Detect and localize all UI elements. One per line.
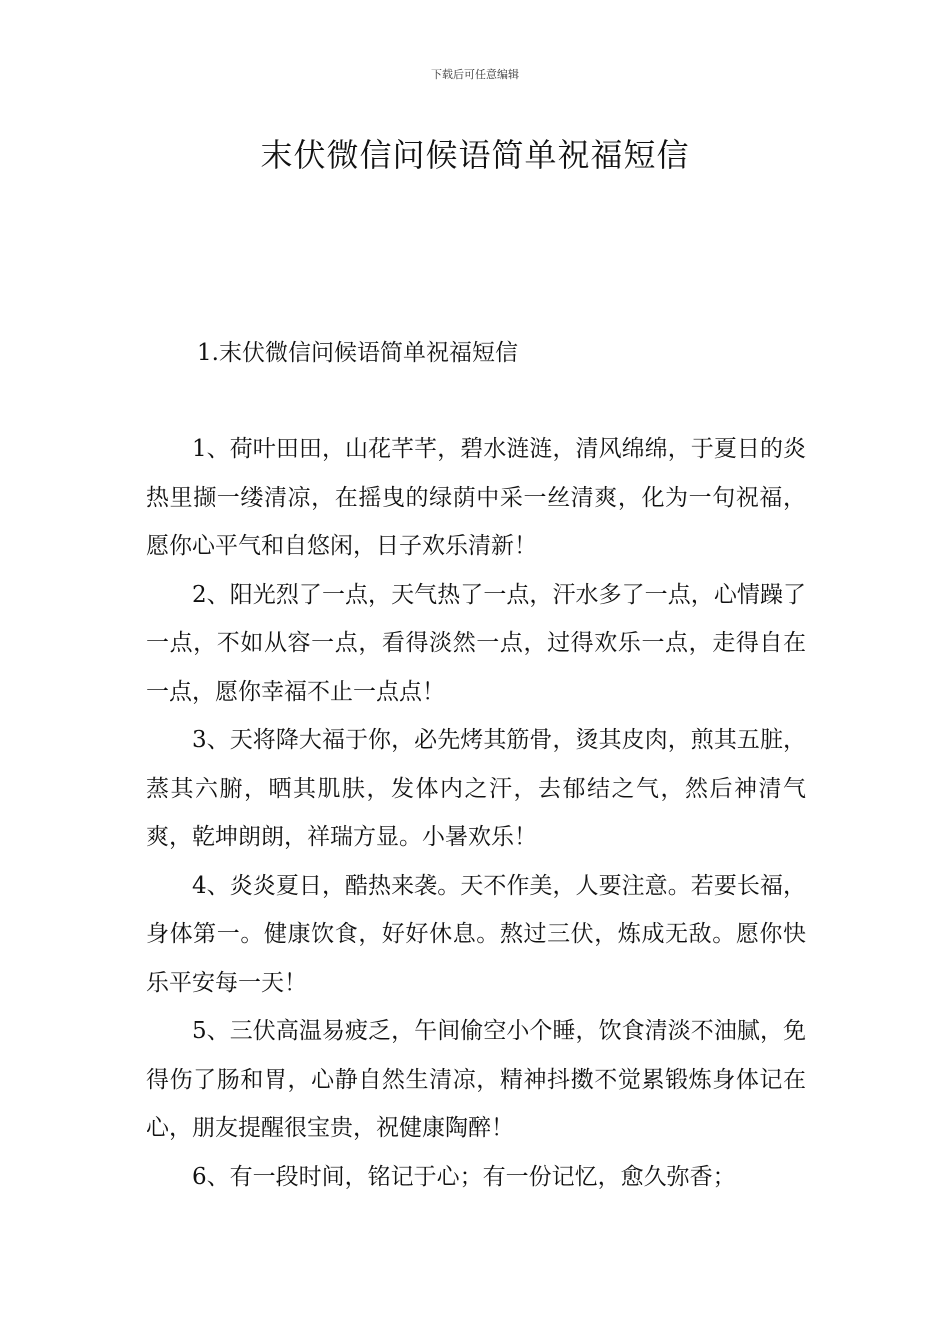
paragraph-2: 2、阳光烈了一点，天气热了一点，汗水多了一点，心情躁了一点，不如从容一点，看得淡然一点，过得欢乐一点，走得自在一点，愿你幸福不止一点点！ (146, 581, 806, 705)
paragraph-1: 1、荷叶田田，山花芊芊，碧水涟涟，清风绵绵，于夏日的炎热里撷一缕清凉，在摇曳的绿荫中采一丝清爽，化为一句祝福，愿你心平气和自悠闲，日子欢乐清新！ (146, 436, 806, 559)
section-heading: 1.末伏微信问候语简单祝福短信 (197, 340, 518, 366)
paragraph-4: 4、炎炎夏日，酷热来袭。天不作美，人要注意。若要长福，身体第一。健康饮食，好好休息。熬过三伏，炼成无敌。愿你快乐平安每一天！ (146, 872, 806, 996)
header-note: 下载后可任意编辑 (431, 68, 519, 81)
document-title: 末伏微信问候语简单祝福短信 (260, 136, 690, 174)
document-body (146, 425, 806, 1201)
paragraph-3: 3、天将降大福于你，必先烤其筋骨，烫其皮肉，煎其五脏，蒸其六腑，晒其肌肤，发体内之汗，去郁结之气，然后神清气爽，乾坤朗朗，祥瑞方显。小暑欢乐！ (146, 727, 806, 850)
paragraph-5: 5、三伏高温易疲乏，午间偷空小个睡，饮食清淡不油腻，免得伤了肠和胃，心静自然生清凉，精神抖擞不觉累锻炼身体记在心，朋友提醒很宝贵，祝健康陶醉！ (146, 1018, 806, 1141)
paragraph-6: 6、有一段时间，铭记于心；有一份记忆，愈久弥香； (192, 1163, 736, 1190)
